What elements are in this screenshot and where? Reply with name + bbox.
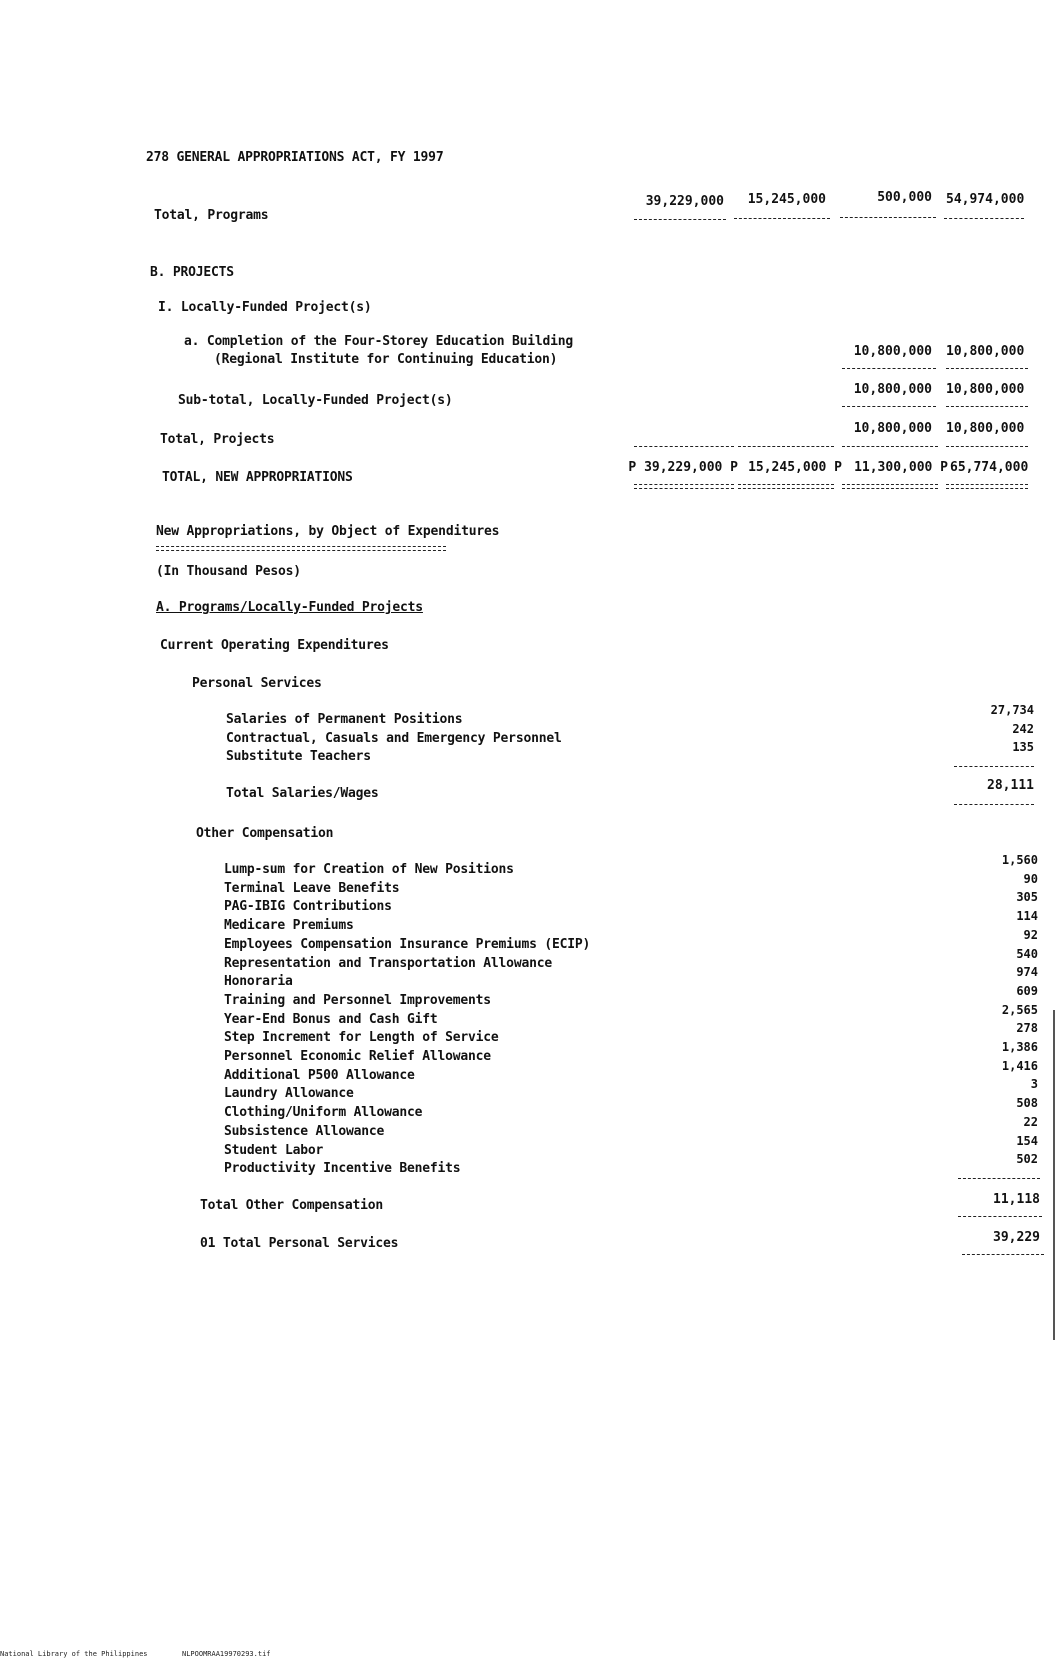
ps-heading: Personal Services — [192, 676, 322, 691]
project-a-col3: 10,800,000 — [853, 344, 932, 359]
total-salaries-label: Total Salaries/Wages — [226, 786, 379, 801]
other-comp-row-label: Lump-sum for Creation of New Positions — [224, 862, 514, 877]
divider — [842, 446, 938, 447]
other-comp-row-label: Personnel Economic Relief Allowance — [224, 1049, 491, 1064]
total-new-col1: P 39,229,000 P — [628, 460, 738, 475]
heading-double-underline — [156, 546, 446, 551]
project-a-col4: 10,800,000 — [946, 344, 1025, 359]
scan-edge-line — [1053, 1010, 1055, 1340]
salary-row-label: Contractual, Casuals and Emergency Personnel — [226, 730, 562, 746]
divider — [842, 368, 936, 369]
projects-heading: B. PROJECTS — [150, 265, 234, 280]
other-comp-row-label: Additional P500 Allowance — [224, 1067, 415, 1083]
other-comp-row-label: Step Increment for Length of Service — [224, 1030, 499, 1046]
divider — [946, 446, 1028, 447]
other-comp-row-value: 1,560 — [1001, 853, 1038, 867]
total-projects-col4: 10,800,000 — [946, 421, 1025, 436]
other-comp-row-value: 540 — [1016, 946, 1038, 961]
other-comp-row-value: 609 — [1016, 983, 1038, 998]
subtotal-lfp-col3: 10,800,000 — [853, 382, 932, 397]
total-salaries-value: 28,111 — [987, 778, 1034, 793]
other-comp-row-value: 90 — [1023, 871, 1038, 886]
footer-library: National Library of the Philippines — [0, 1650, 148, 1658]
other-comp-row-value: 974 — [1016, 965, 1038, 980]
other-comp-row-label: Year-End Bonus and Cash Gift — [224, 1011, 438, 1027]
other-comp-row-value: 2,565 — [1001, 1002, 1038, 1017]
total-programs-col3: 500,000 — [877, 190, 932, 205]
total-ps-value: 39,229 — [993, 1230, 1040, 1245]
other-comp-row-label: Terminal Leave Benefits — [224, 880, 400, 896]
other-comp-row-label: Laundry Allowance — [224, 1086, 354, 1102]
total-projects-col3: 10,800,000 — [853, 421, 932, 436]
divider — [946, 406, 1028, 407]
salary-row-label: Salaries of Permanent Positions — [226, 712, 463, 727]
total-oc-value: 11,118 — [993, 1192, 1040, 1207]
other-comp-row-value: 305 — [1016, 890, 1038, 905]
divider — [734, 218, 830, 219]
divider — [840, 217, 936, 218]
other-comp-row-label: Student Labor — [224, 1142, 324, 1158]
divider — [634, 446, 734, 447]
total-ps-label: 01 Total Personal Services — [200, 1236, 399, 1251]
salary-row-value: 242 — [1012, 721, 1034, 736]
other-comp-row-label: Training and Personnel Improvements — [224, 992, 491, 1008]
salary-row-label: Substitute Teachers — [226, 749, 371, 764]
total-programs-label: Total, Programs — [154, 208, 269, 223]
total-programs-col1: 39,229,000 — [645, 194, 724, 209]
object-heading: New Appropriations, by Object of Expenditures — [156, 524, 500, 539]
divider — [958, 1216, 1042, 1217]
other-comp-row-label: PAG-IBIG Contributions — [224, 899, 392, 915]
total-programs-col4: 54,974,000 — [946, 192, 1025, 207]
total-projects-label: Total, Projects — [160, 432, 275, 447]
salary-row-value: 27,734 — [990, 703, 1034, 717]
footer-filename: NLPOOMRAA19970293.tif — [182, 1650, 271, 1658]
divider — [962, 1254, 1044, 1255]
divider — [958, 1178, 1040, 1179]
divider — [842, 406, 936, 407]
other-comp-row-label: Representation and Transportation Allowance — [224, 955, 552, 971]
other-comp-row-value: 508 — [1016, 1096, 1038, 1111]
other-comp-row-value: 114 — [1016, 909, 1038, 924]
double-divider — [842, 484, 938, 489]
other-comp-row-value: 1,386 — [1001, 1040, 1038, 1054]
total-oc-label: Total Other Compensation — [200, 1198, 384, 1213]
other-comp-row-label: Medicare Premiums — [224, 918, 354, 934]
other-comp-row-value: 92 — [1023, 927, 1038, 942]
divider — [738, 446, 834, 447]
total-new-col2: 15,245,000 P — [748, 460, 842, 475]
double-divider — [946, 484, 1028, 489]
other-comp-row-value: 1,416 — [1001, 1058, 1038, 1073]
other-comp-row-label: Honoraria — [224, 974, 293, 990]
total-new-label: TOTAL, NEW APPROPRIATIONS — [162, 470, 353, 485]
other-comp-row-label: Subsistence Allowance — [224, 1123, 385, 1139]
subtotal-lfp-label: Sub-total, Locally-Funded Project(s) — [178, 393, 453, 408]
double-divider — [634, 484, 734, 489]
divider — [954, 766, 1034, 767]
other-comp-row-label: Productivity Incentive Benefits — [224, 1161, 461, 1177]
total-new-col4: 65,774,000 — [950, 460, 1029, 475]
other-comp-row-value: 3 — [1030, 1077, 1038, 1092]
programs-lfp-heading: A. Programs/Locally-Funded Projects — [156, 600, 423, 615]
salary-row-value: 135 — [1012, 740, 1034, 754]
total-new-col3: 11,300,000 P — [854, 460, 948, 475]
other-comp-heading: Other Compensation — [196, 826, 334, 841]
other-comp-row-value: 278 — [1016, 1021, 1038, 1036]
coe-heading: Current Operating Expenditures — [160, 638, 389, 653]
divider — [634, 219, 726, 220]
project-a-line1: a. Completion of the Four-Storey Education Building — [184, 334, 573, 349]
page-header: 278 GENERAL APPROPRIATIONS ACT, FY 1997 — [146, 150, 444, 165]
other-comp-row-label: Employees Compensation Insurance Premiums (ECIP) — [224, 936, 591, 952]
total-programs-col2: 15,245,000 — [747, 192, 826, 207]
subtotal-lfp-col4: 10,800,000 — [946, 382, 1025, 397]
divider — [946, 368, 1028, 369]
locally-funded-heading: I. Locally-Funded Project(s) — [158, 300, 372, 315]
project-a-line2: (Regional Institute for Continuing Education) — [214, 352, 558, 367]
divider — [954, 804, 1034, 805]
double-divider — [738, 484, 834, 489]
other-comp-row-value: 154 — [1016, 1133, 1038, 1148]
other-comp-row-value: 22 — [1023, 1114, 1038, 1129]
other-comp-row-label: Clothing/Uniform Allowance — [224, 1105, 423, 1121]
other-comp-row-value: 502 — [1016, 1152, 1038, 1167]
thousand-pesos-note: (In Thousand Pesos) — [156, 564, 301, 579]
divider — [944, 218, 1024, 219]
